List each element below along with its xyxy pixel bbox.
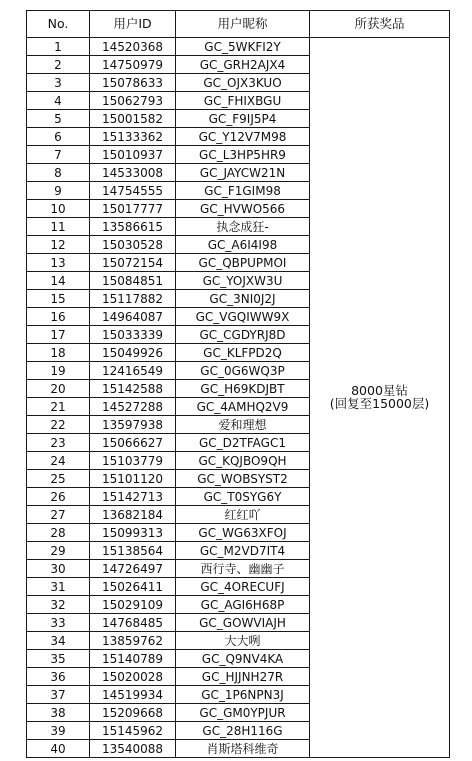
row-user-id-cell: 15142713 <box>90 488 176 506</box>
row-no-cell: 14 <box>27 272 90 290</box>
row-nickname-cell: GC_3NI0J2J <box>176 290 310 308</box>
row-user-id-cell: 15062793 <box>90 92 176 110</box>
row-no-cell: 27 <box>27 506 90 524</box>
row-user-id-cell: 15017777 <box>90 200 176 218</box>
row-user-id-cell: 15103779 <box>90 452 176 470</box>
row-user-id-cell: 15029109 <box>90 596 176 614</box>
row-no-cell: 2 <box>27 56 90 74</box>
row-no-cell: 21 <box>27 398 90 416</box>
row-user-id-cell: 12416549 <box>90 362 176 380</box>
row-user-id-cell: 14520368 <box>90 38 176 56</box>
row-user-id-cell: 15117882 <box>90 290 176 308</box>
row-no-cell: 25 <box>27 470 90 488</box>
row-no-cell: 29 <box>27 542 90 560</box>
row-user-id-cell: 14750979 <box>90 56 176 74</box>
table-row <box>27 38 450 56</box>
row-user-id-cell: 15209668 <box>90 704 176 722</box>
row-no-cell: 20 <box>27 380 90 398</box>
row-nickname-cell: GC_T0SYG6Y <box>176 488 310 506</box>
row-no-cell: 32 <box>27 596 90 614</box>
row-user-id-cell: 15099313 <box>90 524 176 542</box>
row-nickname-cell: GC_GRH2AJX4 <box>176 56 310 74</box>
row-no-cell: 24 <box>27 452 90 470</box>
row-user-id-cell: 14726497 <box>90 560 176 578</box>
row-user-id-cell: 13682184 <box>90 506 176 524</box>
row-no-cell: 36 <box>27 668 90 686</box>
row-nickname-cell: GC_OJX3KUO <box>176 74 310 92</box>
row-no-cell: 19 <box>27 362 90 380</box>
row-no-cell: 17 <box>27 326 90 344</box>
row-nickname-cell: GC_HJJNH27R <box>176 668 310 686</box>
row-nickname-cell: GC_WG63XFOJ <box>176 524 310 542</box>
row-no-cell: 11 <box>27 218 90 236</box>
row-user-id-cell: 14754555 <box>90 182 176 200</box>
row-no-cell: 5 <box>27 110 90 128</box>
row-no-cell: 8 <box>27 164 90 182</box>
row-no-cell: 37 <box>27 686 90 704</box>
table-header-row <box>27 11 450 38</box>
row-no-cell: 34 <box>27 632 90 650</box>
row-nickname-cell: GC_HVWO566 <box>176 200 310 218</box>
row-nickname-cell: GC_Y12V7M98 <box>176 128 310 146</box>
row-user-id-cell: 15001582 <box>90 110 176 128</box>
row-nickname-cell: GC_YOJXW3U <box>176 272 310 290</box>
row-no-cell: 6 <box>27 128 90 146</box>
header-user-id: 用户ID <box>90 11 176 38</box>
row-nickname-cell: GC_CGDYRJ8D <box>176 326 310 344</box>
row-no-cell: 15 <box>27 290 90 308</box>
row-no-cell: 30 <box>27 560 90 578</box>
row-nickname-cell: GC_FHIXBGU <box>176 92 310 110</box>
row-no-cell: 3 <box>27 74 90 92</box>
row-no-cell: 9 <box>27 182 90 200</box>
row-no-cell: 39 <box>27 722 90 740</box>
row-user-id-cell: 15145962 <box>90 722 176 740</box>
row-nickname-cell: GC_M2VD7IT4 <box>176 542 310 560</box>
row-nickname-cell: 执念成狂- <box>176 218 310 236</box>
row-no-cell: 28 <box>27 524 90 542</box>
row-no-cell: 13 <box>27 254 90 272</box>
row-no-cell: 23 <box>27 434 90 452</box>
row-user-id-cell: 15066627 <box>90 434 176 452</box>
row-nickname-cell: GC_KQJBO9QH <box>176 452 310 470</box>
row-no-cell: 4 <box>27 92 90 110</box>
row-nickname-cell: GC_GM0YPJUR <box>176 704 310 722</box>
winners-table <box>26 10 450 758</box>
row-no-cell: 33 <box>27 614 90 632</box>
header-prize: 所获奖品 <box>310 11 450 38</box>
row-no-cell: 31 <box>27 578 90 596</box>
row-nickname-cell: GC_VGQIWW9X <box>176 308 310 326</box>
prize-amount: 8000星钻 <box>351 383 408 398</box>
row-user-id-cell: 15072154 <box>90 254 176 272</box>
row-user-id-cell: 15010937 <box>90 146 176 164</box>
row-user-id-cell: 15101120 <box>90 470 176 488</box>
row-user-id-cell: 15138564 <box>90 542 176 560</box>
row-no-cell: 22 <box>27 416 90 434</box>
row-nickname-cell: GC_A6I4I98 <box>176 236 310 254</box>
row-user-id-cell: 15020028 <box>90 668 176 686</box>
row-no-cell: 35 <box>27 650 90 668</box>
row-nickname-cell: GC_1P6NPN3J <box>176 686 310 704</box>
row-user-id-cell: 13859762 <box>90 632 176 650</box>
row-user-id-cell: 15078633 <box>90 74 176 92</box>
row-no-cell: 16 <box>27 308 90 326</box>
row-no-cell: 40 <box>27 740 90 758</box>
row-nickname-cell: GC_WOBSYST2 <box>176 470 310 488</box>
row-nickname-cell: GC_4ORECUFJ <box>176 578 310 596</box>
row-nickname-cell: GC_F1GIM98 <box>176 182 310 200</box>
row-user-id-cell: 15133362 <box>90 128 176 146</box>
row-user-id-cell: 15030528 <box>90 236 176 254</box>
table-body <box>27 38 450 758</box>
row-nickname-cell: GC_QBPUPMOI <box>176 254 310 272</box>
row-nickname-cell: GC_GOWVIAJH <box>176 614 310 632</box>
header-nickname: 用户昵称 <box>176 11 310 38</box>
row-user-id-cell: 15084851 <box>90 272 176 290</box>
row-nickname-cell: 肖斯塔科维奇 <box>176 740 310 758</box>
row-nickname-cell: GC_Q9NV4KA <box>176 650 310 668</box>
row-user-id-cell: 13540088 <box>90 740 176 758</box>
row-no-cell: 26 <box>27 488 90 506</box>
row-no-cell: 38 <box>27 704 90 722</box>
row-no-cell: 18 <box>27 344 90 362</box>
row-user-id-cell: 14768485 <box>90 614 176 632</box>
row-no-cell: 12 <box>27 236 90 254</box>
prize-note: (回复至15000层) <box>329 395 430 411</box>
row-user-id-cell: 13597938 <box>90 416 176 434</box>
row-nickname-cell: GC_D2TFAGC1 <box>176 434 310 452</box>
row-nickname-cell: GC_4AMHQ2V9 <box>176 398 310 416</box>
row-nickname-cell: GC_28H116G <box>176 722 310 740</box>
row-user-id-cell: 13586615 <box>90 218 176 236</box>
row-nickname-cell: GC_KLFPD2Q <box>176 344 310 362</box>
row-nickname-cell: GC_L3HP5HR9 <box>176 146 310 164</box>
row-no-cell: 1 <box>27 38 90 56</box>
row-nickname-cell: GC_H69KDJBT <box>176 380 310 398</box>
row-nickname-cell: 大大咧 <box>176 632 310 650</box>
row-user-id-cell: 15033339 <box>90 326 176 344</box>
row-user-id-cell: 15049926 <box>90 344 176 362</box>
row-no-cell: 10 <box>27 200 90 218</box>
row-nickname-cell: GC_JAYCW21N <box>176 164 310 182</box>
row-user-id-cell: 14533008 <box>90 164 176 182</box>
row-nickname-cell: GC_F9IJ5P4 <box>176 110 310 128</box>
row-user-id-cell: 15142588 <box>90 380 176 398</box>
row-user-id-cell: 15026411 <box>90 578 176 596</box>
row-user-id-cell: 14964087 <box>90 308 176 326</box>
row-nickname-cell: GC_AGI6H68P <box>176 596 310 614</box>
row-nickname-cell: 西行寺、幽幽子 <box>176 560 310 578</box>
row-user-id-cell: 14519934 <box>90 686 176 704</box>
row-nickname-cell: GC_0G6WQ3P <box>176 362 310 380</box>
row-nickname-cell: 爱和理想 <box>176 416 310 434</box>
row-nickname-cell: GC_5WKFI2Y <box>176 38 310 56</box>
row-no-cell: 7 <box>27 146 90 164</box>
row-user-id-cell: 14527288 <box>90 398 176 416</box>
prize-cell <box>310 38 450 758</box>
row-nickname-cell: 红红吖 <box>176 506 310 524</box>
row-user-id-cell: 15140789 <box>90 650 176 668</box>
header-no: No. <box>27 11 90 38</box>
